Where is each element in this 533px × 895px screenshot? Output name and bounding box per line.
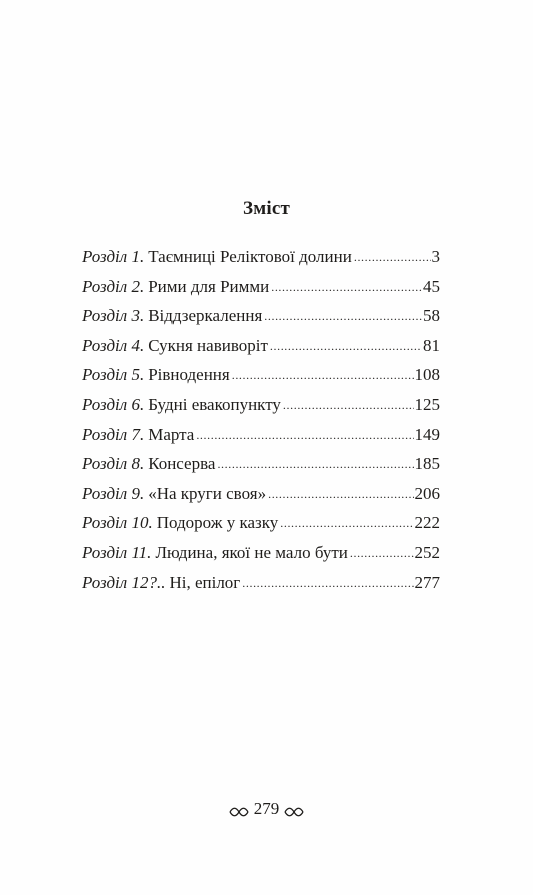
chapter-label: Розділ 1. xyxy=(82,247,145,266)
chapter-title: Людина, якої не мало бути xyxy=(155,542,348,562)
chapter-label: Розділ 5. xyxy=(82,365,145,385)
chapter-title: Ні, епілог xyxy=(169,572,241,592)
page-number: 58 xyxy=(423,306,440,326)
chapter-title: Віддзеркалення xyxy=(148,306,263,326)
page-number: 252 xyxy=(414,542,440,562)
page-number: 149 xyxy=(414,424,440,444)
toc-entry[interactable] xyxy=(82,331,440,361)
dot-leader xyxy=(271,271,422,303)
dot-leader xyxy=(268,478,413,510)
chapter-label: Розділ 12?.. xyxy=(82,572,166,592)
chapter-title: Сукня навиворіт xyxy=(148,335,268,355)
page-number: 206 xyxy=(414,483,440,503)
page-number: 277 xyxy=(414,572,440,592)
toc-entry[interactable] xyxy=(82,272,440,302)
dot-leader xyxy=(232,359,414,391)
page-number: 45 xyxy=(423,276,440,296)
chapter-label: Розділ 6. xyxy=(82,394,145,414)
dot-leader xyxy=(196,419,413,451)
toc-entry[interactable] xyxy=(82,360,440,390)
chapter-title: Будні евакопункту xyxy=(148,394,281,414)
ornament-icon xyxy=(229,803,249,815)
dot-leader xyxy=(280,507,413,539)
chapter-label: Розділ 9. xyxy=(82,483,145,503)
dot-leader xyxy=(264,300,422,332)
ornament-icon xyxy=(284,803,304,815)
chapter-title: Рівнодення xyxy=(148,365,230,385)
toc-entry[interactable] xyxy=(82,420,440,450)
page-number: 108 xyxy=(414,365,440,385)
toc-entry[interactable] xyxy=(82,301,440,331)
toc-entry[interactable] xyxy=(82,390,440,420)
page-footer xyxy=(0,799,533,819)
footer-page-number: 279 xyxy=(253,799,280,818)
table-of-contents xyxy=(82,242,440,597)
dot-leader xyxy=(217,448,413,480)
toc-entry[interactable] xyxy=(82,242,440,272)
chapter-title: «На круги своя» xyxy=(148,483,267,503)
toc-entry[interactable] xyxy=(82,449,440,479)
chapter-label: Розділ 7. xyxy=(82,424,145,444)
dot-leader xyxy=(354,241,431,273)
dot-leader xyxy=(270,330,422,362)
chapter-title: Подорож у казку xyxy=(156,513,279,533)
page-number: 185 xyxy=(414,454,440,474)
chapter-title: Таємниці Реліктової долини xyxy=(148,247,352,266)
dot-leader xyxy=(283,389,414,421)
page-number: 3 xyxy=(431,247,440,266)
toc-entry[interactable] xyxy=(82,538,440,568)
dot-leader xyxy=(242,567,413,599)
toc-entry[interactable] xyxy=(82,568,440,598)
page-number: 81 xyxy=(423,335,440,355)
chapter-label: Розділ 3. xyxy=(82,306,145,326)
chapter-label: Розділ 8. xyxy=(82,454,145,474)
chapter-title: Консерва xyxy=(148,454,216,474)
chapter-label: Розділ 11. xyxy=(82,542,152,562)
chapter-label: Розділ 2. xyxy=(82,276,145,296)
chapter-label: Розділ 10. xyxy=(82,513,153,533)
toc-heading: Зміст xyxy=(242,198,290,219)
chapter-title: Рими для Римми xyxy=(148,276,270,296)
dot-leader xyxy=(350,537,414,569)
toc-entry[interactable] xyxy=(82,508,440,538)
page-number: 125 xyxy=(414,394,440,414)
toc-entry[interactable] xyxy=(82,479,440,509)
chapter-title: Марта xyxy=(148,424,195,444)
page-number: 222 xyxy=(414,513,440,533)
chapter-label: Розділ 4. xyxy=(82,335,145,355)
